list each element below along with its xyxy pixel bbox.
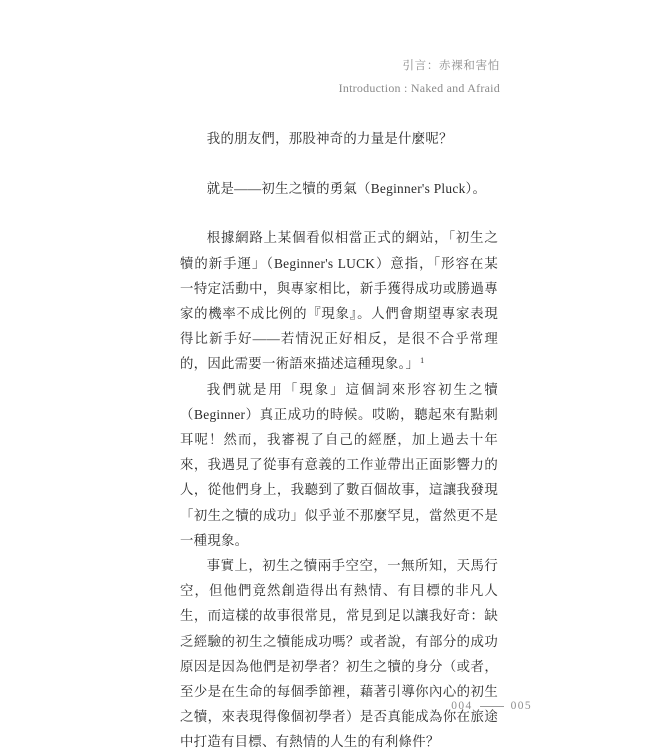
paragraph-5: 事實上，初生之犢兩手空空，一無所知，天馬行空，但他們竟然創造得出有熱情、有目標的非凡人生，而這樣的故事很常見，常見到足以讓我好奇：缺乏經驗的初生之犢能成功嗎？或者說，有部分的成功原因是因為他們是初學者？初生之犢的身分（或者，至少是在生命的每個季節裡，藉著引導你內心的初生之犢，來表現得像個初學者）是否真能成為你在旅途中打造有目標、有熱情的人生的有利條件？ (180, 558, 498, 750)
running-head (339, 58, 500, 97)
paragraph-2: 就是——初生之犢的勇氣（Beginner's Pluck）。 (206, 181, 487, 197)
folio-right-page: 005 (510, 700, 532, 712)
footnote-marker: 1 (420, 355, 425, 365)
folio-left-page: 004 (451, 700, 473, 712)
paragraph-3-text: 根據網路上某個看似相當正式的網站，「初生之犢的新手運」（Beginner's LUCK）意指，「形容在某一特定活動中，與專家相比，新手獲得成功或勝過專家的機率不成比例的『現象』。人們會期望專家表現得比新手好——若情況正好相反，是很不合乎常理的，因此需要一術語來描述這種現象。」 (180, 230, 498, 372)
paragraph-3 (180, 225, 498, 376)
body-text-block (180, 126, 498, 755)
running-head-english: Introduction : Naked and Afraid (338, 80, 500, 95)
running-head-chinese: 引言：赤裸和害怕 (402, 60, 500, 72)
paragraph-4: 我們就是用「現象」這個詞來形容初生之犢（Beginner）真正成功的時候。哎喲，聽起來有點刺耳呢！然而，我審視了自己的經歷，加上過去十年來，我遇見了從事有意義的工作並帶出正面影響力的人，從他們身上，我聽到了數百個故事，這讓我發現「初生之犢的成功」似乎並不那麼罕見，當然更不是一種現象。 (180, 381, 498, 548)
page-folio (451, 700, 532, 712)
paragraph-1: 我的朋友們，那股神奇的力量是什麼呢？ (206, 131, 453, 146)
folio-rule (480, 706, 504, 707)
